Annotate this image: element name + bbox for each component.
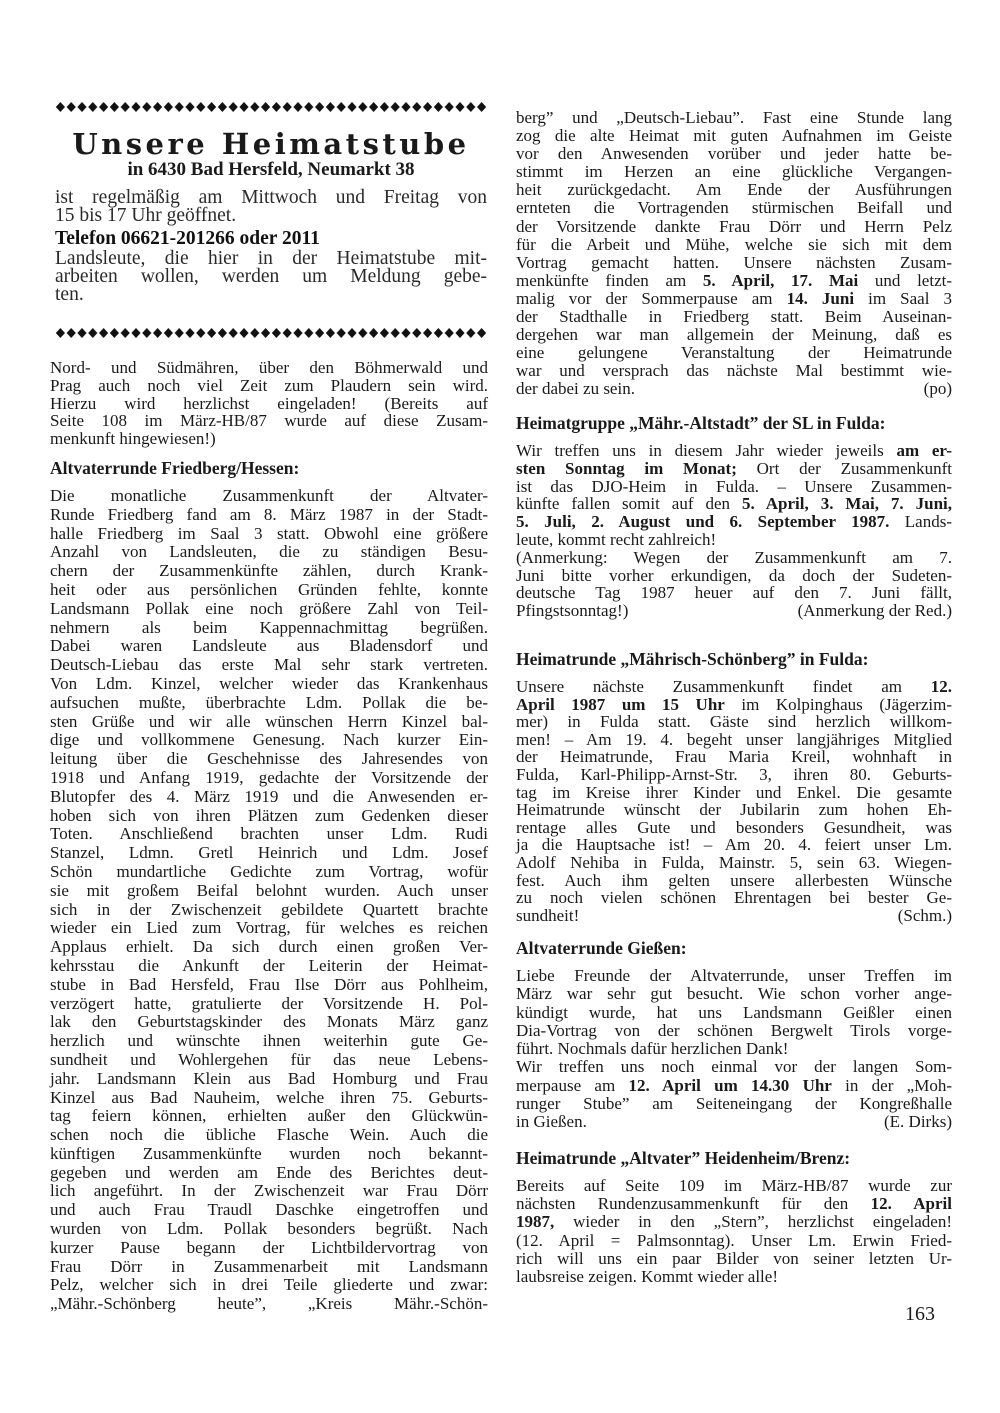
- text-run: Prag auch noch viel Zeit zum Plaudern sein wird.: [50, 375, 488, 395]
- text-line: [516, 602, 952, 620]
- text-line: [516, 1040, 952, 1058]
- text-run: halle Friedberg im Saal 3 statt. Obwohl eine größere: [50, 523, 488, 543]
- text-run: in der „Moh-: [831, 1075, 952, 1095]
- text-run: laubsreise zeigen. Kommt wieder alle!: [516, 1266, 778, 1286]
- text-line: [50, 919, 488, 938]
- box-line: ist regelmäßig am Mittwoch und Freitag von: [55, 187, 487, 208]
- bold-run: 5. April, 3. Mai, 7. Juni,: [742, 494, 953, 514]
- section-heading: Altvaterrunde Friedberg/Hessen:: [50, 457, 300, 478]
- text-run: Hierzu wird herzlichst eingeladen! (Bereits auf: [50, 393, 488, 413]
- text-run: im Kolpinghaus (Jägerzim-: [724, 694, 952, 714]
- text-line: [50, 788, 488, 807]
- bold-run: am er-: [896, 441, 952, 460]
- text-line: [516, 495, 952, 513]
- text-line: [50, 713, 488, 732]
- text-run: runger Stube” am Seiteneingang der Kongreßhalle: [516, 1093, 952, 1113]
- text-line: [516, 567, 952, 585]
- text-run: Wir treffen uns in diesem Jahr wieder jeweils: [516, 441, 897, 460]
- text-line: [516, 801, 952, 819]
- text-run: Lands-: [889, 512, 952, 532]
- text-run: der Stadthalle in Friedberg statt. Beim Auseinan-: [516, 307, 952, 327]
- text-line: [516, 531, 952, 549]
- text-line: [50, 525, 488, 544]
- text-line: [516, 1268, 952, 1286]
- text-line: [516, 784, 952, 802]
- text-line: [516, 967, 952, 985]
- text-line: [50, 1295, 488, 1314]
- section-heading: Heimatrunde „Mährisch-Schönberg” in Fulda:: [516, 648, 869, 669]
- text-run: März war sehr gut besucht. Wie schon vorher ange-: [516, 984, 952, 1004]
- text-run: schen noch die übliche Flasche Wein. Auch die: [50, 1125, 488, 1145]
- text-line: [516, 1095, 952, 1113]
- text-line: [516, 819, 952, 837]
- box-title: Unsere Heimatstube: [72, 127, 470, 161]
- text-line: [50, 844, 488, 863]
- text-line: [516, 731, 952, 749]
- box-body: [55, 189, 487, 304]
- text-line: [516, 145, 952, 163]
- bold-run: 5. Juli, 2. August und 6. September 1987.: [516, 512, 890, 532]
- section-heading: Altvaterrunde Gießen:: [516, 937, 687, 958]
- text-line: [50, 1126, 488, 1145]
- paragraph: [50, 359, 488, 448]
- text-run: sich in der Zwischenzeit gebildete Quartett brachte: [50, 899, 488, 919]
- text-run: der Vorsitzende dankte Frau Dörr und Herrn Pelz: [516, 216, 952, 236]
- text-line: [50, 1032, 488, 1051]
- text-line: [50, 938, 488, 957]
- text-line: [516, 1232, 952, 1250]
- section-heading: Heimatgruppe „Mähr.-Altstadt” der SL in Fulda:: [516, 412, 886, 433]
- text-line: [50, 1013, 488, 1032]
- text-line: [50, 976, 488, 995]
- text-run: Unsere nächste Zusammenkunft findet am: [516, 677, 931, 696]
- text-run: heit oder aus persönlichen Gründen fehlte, konnte: [50, 579, 488, 599]
- text-line: [50, 1220, 488, 1239]
- text-line: [516, 254, 952, 272]
- text-line: [50, 1145, 488, 1164]
- paragraph: [516, 967, 952, 1058]
- text-line: [50, 1070, 488, 1089]
- text-run: sie mit großem Beifal belohnt wurden. Auch unser: [50, 880, 488, 900]
- text-run: dergehen war man allgemein der Meinung, daß es: [516, 325, 952, 345]
- text-run: Ort der Zusammenkunft: [736, 458, 952, 478]
- text-run: Pfingstsonntag!): [516, 601, 629, 621]
- text-run: wieder ein Lied zum Vortrag, für welches es reichen: [50, 918, 488, 938]
- box-line: Landsleute, die hier in der Heimatstube mit-: [55, 248, 487, 269]
- text-run: ist das DJO-Heim in Fulda. – Unsere Zusammen-: [516, 476, 952, 496]
- text-run: menkunft hingewiesen!): [50, 429, 216, 448]
- text-run: zu noch vielen schönen Ehrentagen bei bester Ge-: [516, 888, 952, 908]
- text-run: im Saal 3: [854, 288, 953, 308]
- text-line: [50, 359, 488, 377]
- line-text: [516, 380, 635, 398]
- text-run: Toten. Anschließend brachten unser Ldm. Rudi: [50, 824, 488, 844]
- text-line: [516, 1004, 952, 1022]
- text-run: kündigt wurde, hat uns Landsmann Geißler einen: [516, 1002, 952, 1022]
- text-run: zog die alte Heimat mit guten Aufnahmen im Geiste: [516, 126, 952, 146]
- text-run: „Mähr.-Schönberg heute”, „Kreis Mähr.-Schön-: [50, 1294, 488, 1314]
- bold-run: sten Sonntag im Monat;: [516, 458, 737, 478]
- text-run: tag im Kreise ihrer Kinder und Enkel. Die gesamte: [516, 782, 952, 802]
- text-line: [516, 1022, 952, 1040]
- text-run: Dabei waren Landsleute aus Bladensdorf und: [50, 636, 488, 656]
- text-line: [516, 380, 952, 398]
- text-run: rich will uns ein paar Bilder von seiner letzten Ur-: [516, 1248, 952, 1268]
- text-run: sundheit und Wohlergehen für das neue Lebens-: [50, 1049, 488, 1069]
- text-run: jahr. Landsmann Klein aus Bad Homburg und Frau: [50, 1068, 488, 1088]
- bold-run: 5. April, 17. Mai: [702, 270, 859, 290]
- text-line: [50, 543, 488, 562]
- text-run: Pelz, welcher sich in drei Teile gliederte und zwar:: [50, 1275, 488, 1295]
- text-run: Bereits auf Seite 109 im März-HB/87 wurde zur: [516, 1176, 952, 1195]
- bold-run: 1987,: [516, 1212, 555, 1232]
- text-line: [50, 1276, 488, 1295]
- text-line: [516, 272, 952, 290]
- text-line: [516, 584, 952, 602]
- text-line: [50, 1164, 488, 1183]
- text-line: [516, 127, 952, 145]
- article-block: [50, 459, 488, 1315]
- text-run: berg” und „Deutsch-Liebau”. Fast eine Stunde lang: [516, 108, 952, 127]
- text-run: Dia-Vortrag von der schönen Bergwelt Tirols vorge-: [516, 1020, 952, 1040]
- text-run: rentage alles Gute und besonders Gesundheit, was: [516, 817, 952, 837]
- line-text: [516, 1113, 587, 1131]
- text-line: [50, 656, 488, 675]
- text-line: [516, 907, 952, 925]
- page-number: 163: [905, 1303, 935, 1325]
- text-run: verzögert hatte, gratulierte der Vorsitzende H. Pol-: [50, 993, 488, 1013]
- text-line: [50, 901, 488, 920]
- text-run: Juni bitte vorher erkundigen, da doch der Sudeten-: [516, 565, 952, 585]
- text-run: Runde Friedberg fand am 8. März 1987 in der Stadt-: [50, 504, 488, 524]
- text-line: [50, 395, 488, 413]
- text-line: [50, 825, 488, 844]
- text-line: [50, 1107, 488, 1126]
- text-line: [50, 1201, 488, 1220]
- text-line: [516, 326, 952, 344]
- text-run: Fulda, Karl-Philipp-Arnst-Str. 3, ihren 80. Geburts-: [516, 764, 952, 784]
- text-line: [516, 109, 952, 127]
- text-line: [516, 478, 952, 496]
- text-run: men! – Am 19. 4. begeht unser langjähriges Mitglied: [516, 729, 952, 749]
- text-line: [516, 748, 952, 766]
- text-run: wieder in den „Stern”, herzlichst eingeladen!: [554, 1212, 952, 1232]
- text-line: [50, 807, 488, 826]
- text-run: für die Arbeit und Mühe, welche sie sich mit dem: [516, 234, 952, 254]
- text-line: [516, 290, 952, 308]
- section-heading: Heimatrunde „Altvater” Heidenheim/Brenz:: [516, 1147, 851, 1168]
- text-run: der Heimatrunde, Frau Maria Kreil, wohnhaft in: [516, 747, 952, 767]
- text-run: sten Grüße und wir alle wünschen Herrn Kinzel bal-: [50, 711, 488, 731]
- paragraph: [516, 678, 952, 924]
- text-run: ja die Hauptsache ist! – Am 20. 4. feiert unser Lm.: [516, 835, 952, 855]
- text-run: menkünfte finden am: [516, 270, 703, 290]
- text-run: vor den Anwesenden vorüber und jeder hatte be-: [516, 144, 952, 164]
- text-line: [516, 236, 952, 254]
- article-block: [516, 109, 952, 399]
- text-run: Landsmann Pollak eine noch größere Zahl von Teil-: [50, 598, 488, 618]
- text-line: [516, 1177, 952, 1195]
- text-run: lich angeführt. In der Zwischenzeit war Frau Dörr: [50, 1181, 488, 1201]
- text-run: in Gießen.: [516, 1112, 587, 1131]
- text-line: [50, 957, 488, 976]
- text-run: malig vor der Sommerpause am: [516, 288, 787, 308]
- line-text: [516, 602, 628, 620]
- text-line: [50, 882, 488, 901]
- text-line: [50, 769, 488, 788]
- text-line: [516, 218, 952, 236]
- text-line: [50, 506, 488, 525]
- text-line: [50, 581, 488, 600]
- text-line: [50, 1182, 488, 1201]
- text-run: Applaus erhielt. Da sich durch einen großen Ver-: [50, 937, 488, 957]
- text-line: [516, 549, 952, 567]
- text-run: künftigen Zusammenkünfte wurden noch bekannt-: [50, 1143, 488, 1163]
- text-run: stube in Bad Hersfeld, Frau Ilse Dörr aus Pohlheim,: [50, 974, 488, 994]
- text-run: kurzer Pause begann der Lichtbildervortrag von: [50, 1237, 488, 1257]
- text-line: [516, 181, 952, 199]
- text-run: Frau Dörr in Zusammenarbeit mit Landsmann: [50, 1256, 488, 1276]
- text-run: deutsche Tag 1987 heuer auf den 7. Juni fällt,: [516, 583, 952, 603]
- text-run: nächsten Rundenzusammenkunft für den: [516, 1194, 871, 1214]
- paragraph: [516, 1177, 952, 1286]
- text-line: [516, 985, 952, 1003]
- bold-run: 14. Juni: [786, 288, 855, 308]
- text-line: [50, 1239, 488, 1258]
- text-run: Heimatrunde wünscht der Jubilarin zum hohen Eh-: [516, 800, 952, 820]
- bold-run: 12. April: [870, 1194, 952, 1214]
- text-line: [50, 731, 488, 750]
- text-run: kehrsstau die Ankunft der Leiterin der Heimat-: [50, 955, 488, 975]
- text-line: [50, 487, 488, 506]
- text-run: eine gelungene Veranstaltung der Heimatrunde: [516, 343, 952, 363]
- text-run: wurden von Ldm. Pollak besonders begrüßt. Nach: [50, 1219, 488, 1239]
- author-signature: (Anmerkung der Red.): [797, 601, 952, 621]
- text-run: Kinzel aus Bad Nauheim, welche ihren 75. Geburts-: [50, 1087, 488, 1107]
- text-run: tag feiern können, erhielten außer den Glückwün-: [50, 1106, 488, 1126]
- text-line: [516, 872, 952, 890]
- article-block: [516, 650, 952, 925]
- paragraph: [516, 549, 952, 620]
- text-run: und letzt-: [858, 270, 952, 290]
- text-line: [516, 344, 952, 362]
- text-run: Blutopfer des 4. März 1919 und die Anwesenden er-: [50, 786, 488, 806]
- text-line: [516, 1058, 952, 1076]
- text-line: [50, 675, 488, 694]
- text-run: 1918 und Anfang 1919, gedachte der Vorsitzende der: [50, 767, 488, 787]
- box-phone: Telefon 06621-201266 oder 2011: [55, 228, 320, 249]
- text-line: [516, 1113, 952, 1131]
- text-line: [516, 836, 952, 854]
- text-line: [50, 694, 488, 713]
- text-run: Deutsch-Liebau das erste Mal sehr stark vertreten.: [50, 655, 488, 675]
- text-line: [516, 678, 952, 696]
- text-run: war und versprach das nächste Mal bestimmt wie-: [516, 361, 952, 381]
- paragraph: [516, 109, 952, 399]
- text-line: [50, 1258, 488, 1277]
- diamond-rule-bottom: [55, 327, 487, 339]
- text-line: [516, 513, 952, 531]
- text-run: Von Ldm. Kinzel, welcher wieder das Krankenhaus: [50, 673, 488, 693]
- text-run: der dabei zu sein.: [516, 379, 635, 399]
- text-run: dige und vollkommene Genesung. Nach kurzer Ein-: [50, 730, 488, 750]
- text-line: [516, 696, 952, 714]
- text-run: Vortrag gemacht hatten. Unsere nächsten Zusam-: [516, 252, 952, 272]
- text-run: chern der Zusammenkünfte zählen, durch Krank-: [50, 561, 488, 581]
- bold-run: 12.: [930, 677, 952, 696]
- author-signature: (po): [923, 379, 952, 399]
- text-run: Stanzel, Ldmn. Gretl Heinrich und Ldm. Josef: [50, 843, 488, 863]
- paragraph: [516, 1058, 952, 1131]
- box-line: 15 bis 17 Uhr geöffnet.: [55, 205, 237, 226]
- line-text: [516, 907, 579, 925]
- text-run: Anzahl von Landsleuten, die zu ständigen Besu-: [50, 542, 488, 562]
- text-line: [516, 460, 952, 478]
- text-line: [516, 442, 952, 460]
- text-line: [516, 1213, 952, 1231]
- article-block: [50, 359, 488, 448]
- text-run: herzlich und wünschte ihnen weiterhin gute Ge-: [50, 1031, 488, 1051]
- paragraph: [516, 442, 952, 549]
- text-line: [50, 430, 488, 448]
- text-run: gegeben und werden am Ende des Berichtes deut-: [50, 1162, 488, 1182]
- text-run: stimmt im Herzen an eine glückliche Vergangen-: [516, 162, 952, 182]
- text-run: Seite 108 im März-HB/87 wurde auf diese Zusam-: [50, 411, 488, 431]
- text-run: (Anmerkung: Wegen der Zusammenkunft am 7.: [516, 547, 952, 567]
- text-line: [50, 637, 488, 656]
- text-line: [50, 1089, 488, 1108]
- text-run: Nord- und Südmähren, über den Böhmerwald und: [50, 358, 488, 377]
- text-run: hoben sich von ihren Plätzen zum Gedenken dieser: [50, 805, 488, 825]
- text-line: [50, 412, 488, 430]
- author-signature: (Schm.): [897, 905, 952, 925]
- text-run: Liebe Freunde der Altvaterrunde, unser Treffen im: [516, 966, 952, 985]
- author-signature: (E. Dirks): [884, 1112, 952, 1131]
- text-run: merpause am: [516, 1075, 629, 1095]
- text-run: ernteten die Vortragenden stürmischen Beifall und: [516, 198, 952, 218]
- text-run: Adolf Nehiba in Fulda, Mainstr. 5, sein 63. Wiegen-: [516, 852, 952, 872]
- bold-run: 12. April um 14.30 Uhr: [628, 1075, 832, 1095]
- text-run: Schön mundartliche Gedichte zum Vortrag, wofür: [50, 861, 488, 881]
- text-line: [516, 766, 952, 784]
- text-run: (12. April = Palmsonntag). Unser Lm. Erwin Fried-: [516, 1230, 952, 1250]
- text-line: [516, 713, 952, 731]
- paragraph: [50, 487, 488, 1314]
- text-line: [50, 750, 488, 769]
- text-run: sundheit!: [516, 905, 580, 925]
- text-line: [516, 308, 952, 326]
- text-line: [50, 995, 488, 1014]
- text-run: lak den Geburtstagskinder des Monats März ganz: [50, 1012, 488, 1032]
- text-run: Wir treffen uns noch einmal vor der langen Som-: [516, 1057, 952, 1077]
- box-line: arbeiten wollen, werden um Meldung gebe-: [55, 266, 487, 287]
- text-run: Die monatliche Zusammenkunft der Altvater-: [50, 486, 488, 505]
- box-line: ten.: [55, 284, 84, 305]
- text-run: aufsuchen mußte, überbrachte Ldm. Pollak die be-: [50, 692, 488, 712]
- text-line: [516, 889, 952, 907]
- text-line: [50, 562, 488, 581]
- text-run: führt. Nochmals dafür herzlichen Dank!: [516, 1039, 789, 1058]
- text-line: [50, 863, 488, 882]
- article-block: [516, 414, 952, 620]
- bold-run: April 1987 um 15 Uhr: [516, 694, 725, 714]
- text-run: und auch Frau Traudl Daschke eingetroffen und: [50, 1200, 488, 1220]
- text-line: [516, 1077, 952, 1095]
- text-line: [516, 1250, 952, 1268]
- text-line: [516, 163, 952, 181]
- text-line: [50, 377, 488, 395]
- text-run: heit zurückgedacht. Am Ende der Ausführungen: [516, 180, 952, 200]
- text-line: [516, 362, 952, 380]
- article-block: [516, 939, 952, 1132]
- text-line: [516, 1195, 952, 1213]
- text-run: leitung über die Geschehnisse des Jahresendes von: [50, 749, 488, 769]
- text-run: nehmern als beim Kappennachmittag begrüßen.: [50, 617, 488, 637]
- text-line: [50, 600, 488, 619]
- text-line: [516, 854, 952, 872]
- text-line: [50, 1051, 488, 1070]
- diamond-rule-top: [55, 101, 487, 113]
- text-run: leute, kommt recht zahlreich!: [516, 529, 717, 549]
- text-run: fest. Auch ihm gelten unsere allerbesten Wünsche: [516, 870, 952, 890]
- box-subtitle: in 6430 Bad Hersfeld, Neumarkt 38: [127, 159, 415, 180]
- text-line: [50, 619, 488, 638]
- text-run: mer) in Fulda statt. Gäste sind herzlich willkom-: [516, 712, 952, 732]
- text-line: [516, 199, 952, 217]
- text-run: künfte fallen somit auf den: [516, 494, 742, 514]
- article-block: [516, 1149, 952, 1287]
